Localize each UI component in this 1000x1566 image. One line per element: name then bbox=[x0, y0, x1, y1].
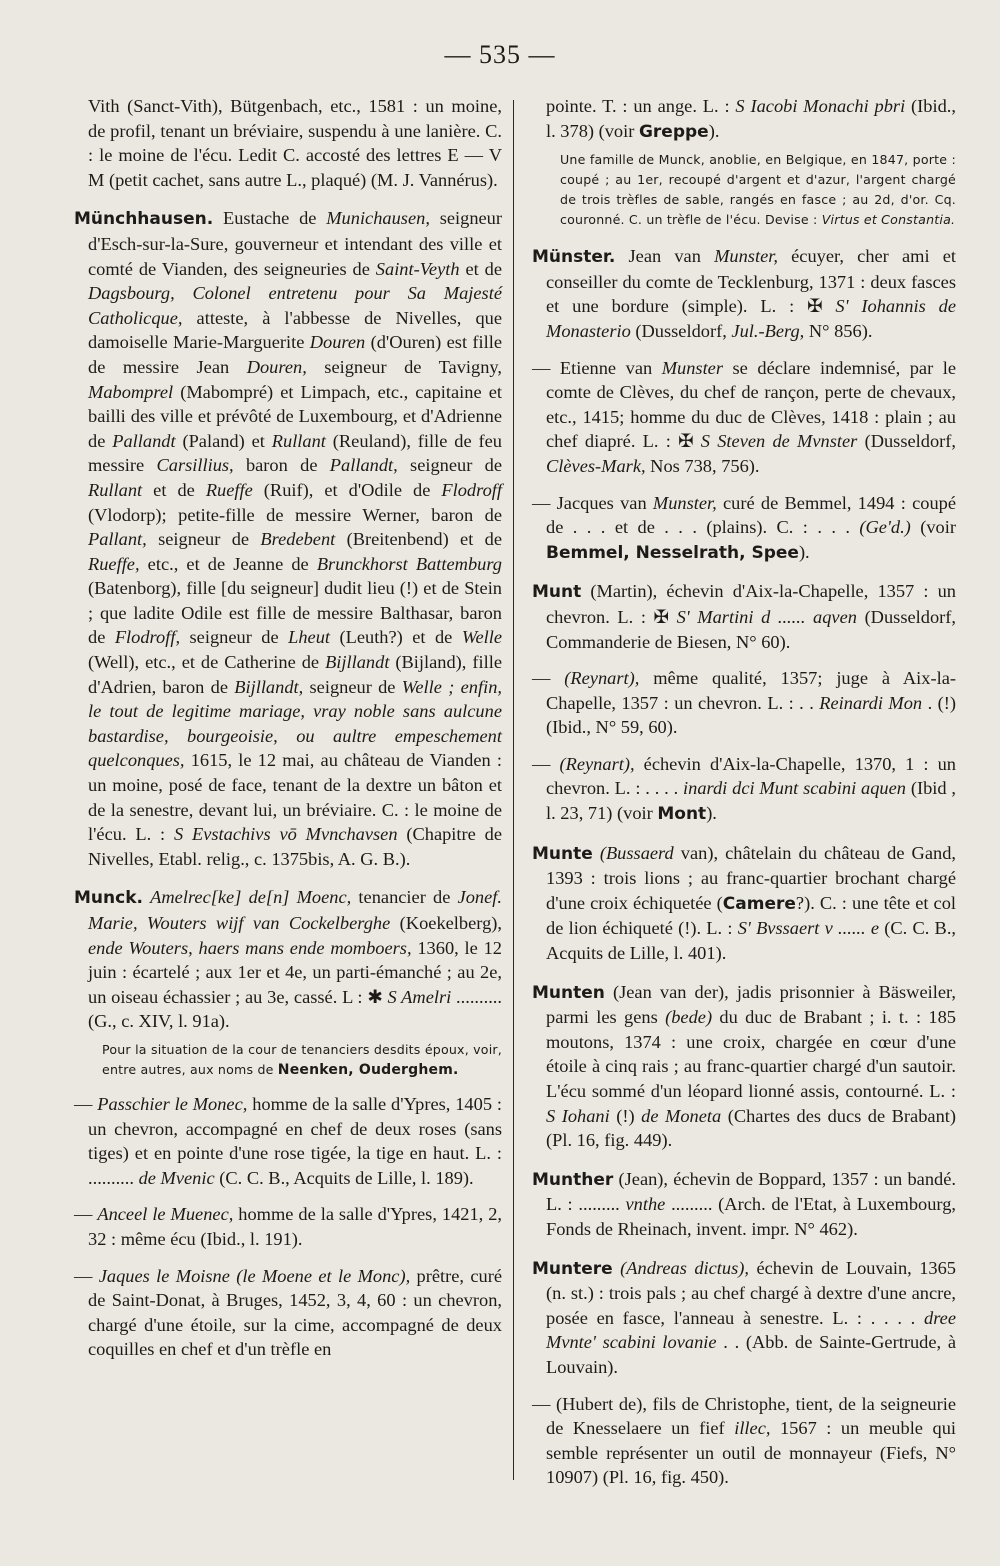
text-run: 1567 : un meuble qui semble représenter un outil de monnayeur (Fiefs, N° 10907) (Pl. 16, fig. 450). bbox=[546, 1418, 956, 1488]
italic-text: (Reynart), bbox=[564, 668, 640, 689]
text-run: se déclare indemnisé, par le comte de Clèves, du chef de rançon, perte de chevaux, etc., 1415; homme du duc de Clèves, 1418 : plain ; au chef diapré. L. : ✠ bbox=[546, 357, 956, 452]
italic-text: Saint-Veyth bbox=[375, 258, 460, 279]
text-run: .......... (G., c. XIV, l. 91a). bbox=[88, 986, 502, 1032]
italic-text: S' Martini d ...... aqven bbox=[676, 606, 857, 627]
right-column bbox=[532, 94, 956, 1494]
entry-paragraph bbox=[74, 885, 502, 1034]
text-run bbox=[593, 843, 600, 863]
italic-text: Amelrec[ke] de[n] Moenc, bbox=[150, 887, 352, 908]
text-run: curé de Bemmel, 1494 : coupé de . . . et de . . . (plains). C. : . . . bbox=[546, 492, 956, 538]
text-run: (Dusseldorf, Commanderie de Biesen, N° 60). bbox=[546, 606, 956, 652]
text-run: seigneur de bbox=[397, 455, 503, 476]
text-run: (Ruif), et d'Odile de bbox=[252, 479, 442, 500]
entry-paragraph bbox=[532, 579, 956, 654]
entry-paragraph bbox=[74, 1092, 502, 1190]
entry-paragraph bbox=[532, 356, 956, 479]
text-run: homme de la salle d'Ypres, 1405 : un chevron, accompagné en chef de deux roses (sans tiges) et en pointe d'une rose tigée, la tige en haut. L. : .......... bbox=[88, 1093, 502, 1188]
footnote-paragraph bbox=[74, 1040, 502, 1080]
italic-text: S Steven de Mvnster bbox=[700, 431, 858, 452]
entry-paragraph bbox=[532, 841, 956, 966]
text-run: 1360, le 12 juin : écartelé ; aux 1er et 4e, un parti-émanché ; au 2e, un oiseau échassier ; au 3e, cassé. L : ✱ bbox=[88, 937, 503, 1007]
italic-text: Rueffe, bbox=[88, 553, 140, 574]
text-run: (Leuth?) et de bbox=[330, 627, 462, 648]
text-run: (Dusseldorf, bbox=[857, 431, 956, 452]
text-run: ?). C. : une tête et col de lion échiqueté (!). L. : bbox=[546, 892, 956, 939]
text-run: van), châtelain du château de Gand, 1393 : trois lions ; au franc-quartier brochant chargé d'une croix échiquetée ( bbox=[546, 842, 956, 913]
headword: Munt bbox=[532, 582, 582, 603]
entry-paragraph bbox=[74, 206, 502, 871]
text-run: Nos 738, 756). bbox=[645, 455, 760, 476]
text-run: (Vlodorp); petite-fille de messire Werner, baron de bbox=[88, 504, 502, 525]
entry-paragraph bbox=[532, 1167, 956, 1242]
italic-text: ende Wouters, haers mans ende momboers, bbox=[88, 937, 412, 958]
text-run: (d'Ouren) est fille de messire Jean bbox=[88, 332, 502, 377]
text-run: — bbox=[74, 1265, 99, 1286]
text-run: (Mabompré) et Limpach, etc., capitaine et bailli des ville et prévôté de Luxembourg, et d'Adrienne de bbox=[88, 381, 502, 451]
italic-text: (Andreas dictus), bbox=[620, 1257, 749, 1278]
text-run: — Etienne van bbox=[532, 357, 662, 378]
italic-text: (Bussaerd bbox=[599, 842, 674, 863]
italic-text: Flodroff bbox=[441, 479, 502, 500]
text-run: atteste, à l'abbesse de Nivelles, que damoiselle Marie-Marguerite bbox=[88, 307, 502, 353]
italic-text: Pallandt bbox=[112, 430, 176, 451]
text-run: même qualité, 1357; juge à Aix-la-Chapelle, 1357 : un chevron. L. : . . bbox=[546, 668, 956, 713]
entry-paragraph bbox=[532, 1392, 956, 1490]
italic-text: de Moneta bbox=[641, 1105, 722, 1126]
text-run: (Breitenbend) et de bbox=[335, 529, 502, 550]
italic-text: (Ge'd.) bbox=[859, 517, 911, 538]
italic-text: Passchier le Monec, bbox=[97, 1093, 248, 1114]
italic-text: inardi dci Munt scabini aquen bbox=[683, 778, 906, 799]
text-run: seigneur de bbox=[146, 529, 261, 550]
italic-text: Jaques le Moisne (le Moene et le Monc), bbox=[98, 1265, 411, 1286]
text-run: (Paland) et bbox=[175, 430, 272, 451]
headword: Munck. bbox=[74, 888, 143, 909]
headword: Munther bbox=[532, 1169, 614, 1190]
text-run: et de bbox=[459, 258, 503, 279]
text-run: (C. C. B., Acquits de Lille, l. 401). bbox=[546, 918, 957, 964]
italic-text: Rullant bbox=[271, 430, 326, 451]
italic-text: Munster, bbox=[652, 492, 717, 513]
italic-text: illec, bbox=[734, 1418, 771, 1439]
footnote-paragraph bbox=[532, 150, 956, 230]
text-run: (Ibid , l. 23, 71) (voir bbox=[546, 778, 957, 824]
italic-text: Munichausen, bbox=[326, 208, 430, 229]
text-run: et de bbox=[142, 479, 206, 500]
text-run: 1615, le 12 mai, au château de Vianden : un moine, posé de face, tenant de la dextre un bâton et de la senestre, devant lui, un bréviaire. C. : le moine de l'écu. L. : bbox=[88, 750, 502, 845]
headword: Bemmel, Nesselrath, Spee bbox=[546, 542, 799, 563]
italic-text: (bede) bbox=[665, 1007, 713, 1028]
italic-text: de Mvenic bbox=[138, 1167, 215, 1188]
italic-text: S Evstachivs vō Mvnchavsen bbox=[173, 824, 398, 845]
italic-text: Carsillius, bbox=[156, 455, 234, 476]
italic-text: Bijllandt bbox=[325, 652, 390, 673]
italic-text: (Reynart), bbox=[559, 753, 635, 774]
entry-paragraph bbox=[532, 1256, 956, 1380]
italic-text: Bijllandt, bbox=[234, 676, 304, 697]
italic-text: Reinardi Mon bbox=[819, 692, 923, 713]
italic-text: Rueffe bbox=[205, 479, 253, 500]
headword: Muntere bbox=[532, 1258, 613, 1279]
text-run: — bbox=[74, 1093, 98, 1114]
headword: Camere bbox=[722, 893, 796, 914]
text-run: Vith (Sanct-Vith), Bütgenbach, etc., 1581 : un moine, de profil, tenant un bréviaire, suspendu à une lanière. C. : le moine de l'écu. Ledit C. accosté des lettres E — V M (petit cachet, sans autre L., plaqué) (M. J. Vannérus). bbox=[88, 96, 502, 190]
italic-text: Brunckhorst Battemburg bbox=[316, 553, 502, 574]
italic-text: Mabomprel bbox=[88, 381, 174, 402]
text-run: . (!) (Ibid., N° 59, 60). bbox=[546, 692, 956, 738]
text-run: (Jean van der), jadis prisonnier à Bäsweiler, parmi les gens bbox=[546, 981, 956, 1028]
italic-text: Lheut bbox=[288, 627, 331, 648]
text-run: échevin d'Aix-la-Chapelle, 1370, 1 : un chevron. L. : . . . . bbox=[546, 753, 956, 799]
italic-text: Rullant bbox=[88, 479, 143, 500]
text-run: baron de bbox=[233, 455, 330, 476]
headword: Munte bbox=[532, 843, 593, 864]
left-column bbox=[74, 94, 502, 1366]
text-run: (C. C. B., Acquits de Lille, l. 189). bbox=[214, 1167, 474, 1188]
headword: Munten bbox=[532, 982, 605, 1003]
text-run: seigneur de bbox=[303, 676, 402, 697]
text-run: seigneur d'Esch-sur-la-Sure, gouverneur et intendant des ville et comté de Vianden, des seigneuries de bbox=[88, 208, 502, 279]
text-run: (Chartes des ducs de Brabant) (Pl. 16, fig. 449). bbox=[546, 1105, 956, 1151]
italic-text: dree Mvnte' scabini lovanie bbox=[546, 1307, 956, 1353]
italic-text: Bredebent bbox=[260, 529, 336, 550]
italic-text: Jonef. Marie, Wouters wijf van Cockelberghe bbox=[88, 887, 502, 933]
text-run: (Chapitre de Nivelles, Etabl. relig., c. 1375bis, A. G. B.). bbox=[88, 824, 502, 869]
italic-text: Anceel le Muenec, bbox=[97, 1204, 234, 1225]
italic-text: Pallant, bbox=[88, 529, 147, 550]
text-run: ......... (Arch. de l'Etat, à Luxembourg, Fonds de Rheinach, invent. impr. N° 462). bbox=[546, 1194, 956, 1239]
headword: Neenken, Ouderghem. bbox=[277, 1061, 459, 1078]
text-run: etc., et de Jeanne de bbox=[139, 553, 317, 574]
text-run: — (Hubert de), fils de Christophe, tient, de la seigneurie de Knesselaere un fief bbox=[532, 1393, 956, 1439]
text-run: pointe. T. : un ange. L. : bbox=[546, 96, 736, 116]
text-run: (Ibid., l. 378) (voir bbox=[546, 96, 956, 141]
text-run: — bbox=[532, 753, 560, 774]
italic-text: Clèves-Mark, bbox=[546, 455, 646, 476]
italic-text: Munster bbox=[661, 357, 723, 378]
italic-text: Welle ; enfin, le tout de legitime mariage, vray noble sans aulcune bastardise, bourgeoisie, ou aultre empeschement quelconques, bbox=[88, 676, 502, 771]
text-run: Pour la situation de la cour de tenanciers desdits époux, voir, entre autres, aux noms de bbox=[102, 1041, 502, 1077]
italic-text: Munster, bbox=[714, 246, 778, 267]
entry-paragraph bbox=[532, 666, 956, 740]
text-run: — Jacques van bbox=[532, 492, 653, 513]
italic-text: Douren, bbox=[246, 356, 307, 377]
text-run: échevin de Louvain, 1365 (n. st.) : trois pals ; au chef chargé à dextre d'une ancre, posée en fasce, l'anneau à senestre. L. : . . . . bbox=[546, 1257, 956, 1328]
italic-text: S Iacobi Monachi pbri bbox=[735, 96, 906, 116]
text-run: (Reuland), fille de feu messire bbox=[88, 430, 502, 476]
italic-text: S Amelri bbox=[387, 986, 452, 1007]
text-run: (Dusseldorf, bbox=[630, 320, 732, 341]
text-run: (voir bbox=[910, 517, 956, 538]
entry-paragraph bbox=[532, 752, 956, 827]
italic-text: Pallandt, bbox=[329, 455, 398, 476]
entry-paragraph bbox=[532, 491, 956, 566]
headword: Greppe bbox=[638, 121, 709, 142]
italic-text: S' Iohannis de Monasterio bbox=[546, 296, 956, 341]
text-run: ). bbox=[798, 541, 810, 562]
italic-text: vnthe bbox=[625, 1194, 666, 1215]
italic-text: Welle bbox=[461, 627, 502, 648]
entry-paragraph bbox=[74, 1264, 502, 1362]
text-run: (Martin), échevin d'Aix-la-Chapelle, 1357 : un chevron. L. : ✠ bbox=[546, 581, 956, 627]
text-run: N° 856). bbox=[804, 320, 873, 341]
text-run: (Batenborg), fille [du seigneur] dudit lieu (!) et de Stein ; que ladite Odile est fille de messire Balthasar, baron de bbox=[88, 578, 502, 648]
text-run: seigneur de Tavigny, bbox=[306, 356, 502, 377]
text-run: (!) bbox=[609, 1105, 642, 1126]
entry-paragraph bbox=[532, 244, 956, 343]
entry-paragraph bbox=[74, 1202, 502, 1251]
entry-paragraph bbox=[532, 94, 956, 144]
text-run: ). bbox=[706, 803, 717, 824]
text-run: prêtre, curé de Saint-Donat, à Bruges, 1452, 3, 4, 60 : un chevron, chargé d'une étoile, sur la cime, accompagné de deux coquilles en chef et d'un trèfle en bbox=[88, 1265, 502, 1360]
text-run: (Jean), échevin de Boppard, 1357 : un bandé. L. : ......... bbox=[546, 1168, 956, 1215]
italic-text: Jul.-Berg, bbox=[731, 320, 805, 341]
text-run: — bbox=[532, 668, 565, 689]
italic-text: Douren bbox=[309, 332, 366, 353]
text-run: Jean van bbox=[615, 246, 715, 267]
italic-text: Dagsbourg, Colonel entretenu pour Sa Majesté Catholicque, bbox=[88, 283, 502, 328]
headword: Münster. bbox=[532, 247, 616, 268]
entry-paragraph bbox=[532, 980, 956, 1153]
text-run: homme de la salle d'Ypres, 1421, 2, 32 : même écu (Ibid., l. 191). bbox=[88, 1204, 502, 1249]
text-run: du duc de Brabant ; i. t. : 185 moutons, 1374 : une croix, chargée en cœur d'une étoile à cinq rais ; au franc-quartier chargé d'un sautoir. L'écu sommé d'un léopard lionné assis, contourné. L. : bbox=[546, 1007, 956, 1101]
text-run: (Koekelberg), bbox=[390, 913, 502, 933]
italic-text: Virtus et Constantia. bbox=[821, 212, 956, 228]
italic-text: S Iohani bbox=[546, 1105, 610, 1126]
text-run: Une famille de Munck, anoblie, en Belgique, en 1847, porte : coupé ; au 1er, recoupé d'argent et d'azur, l'argent chargé de trois trèfles de sable, rangés en fasce ; au 2d, d'or. Cq. couronné. C. un trèfle de l'écu. Devise : bbox=[560, 152, 956, 228]
italic-text: Flodroff, bbox=[114, 627, 181, 648]
headword: Mont bbox=[657, 804, 707, 825]
italic-text: S' Bvssaert v ...... e bbox=[737, 918, 880, 939]
text-run: tenancier de bbox=[351, 887, 458, 908]
page-number: — 535 — bbox=[444, 40, 556, 69]
text-run: (Bijland), fille d'Adrien, baron de bbox=[88, 652, 502, 697]
text-run: — bbox=[74, 1204, 98, 1225]
text-run: ). bbox=[708, 120, 720, 141]
text-run: . . (Abb. de Sainte-Gertrude, à Louvain). bbox=[546, 1332, 956, 1377]
text-run: écuyer, cher ami et conseiller du comte de Tecklenburg, 1371 : deux fasces et une bordure (simple). L. : ✠ bbox=[546, 246, 957, 317]
column-divider bbox=[513, 100, 514, 1480]
text-run: (Well), etc., et de Catherine de bbox=[88, 652, 326, 673]
text-run: seigneur de bbox=[180, 627, 289, 648]
headword: Münchhausen. bbox=[74, 209, 214, 230]
entry-paragraph bbox=[74, 94, 502, 192]
text-run: Eustache de bbox=[213, 208, 327, 229]
